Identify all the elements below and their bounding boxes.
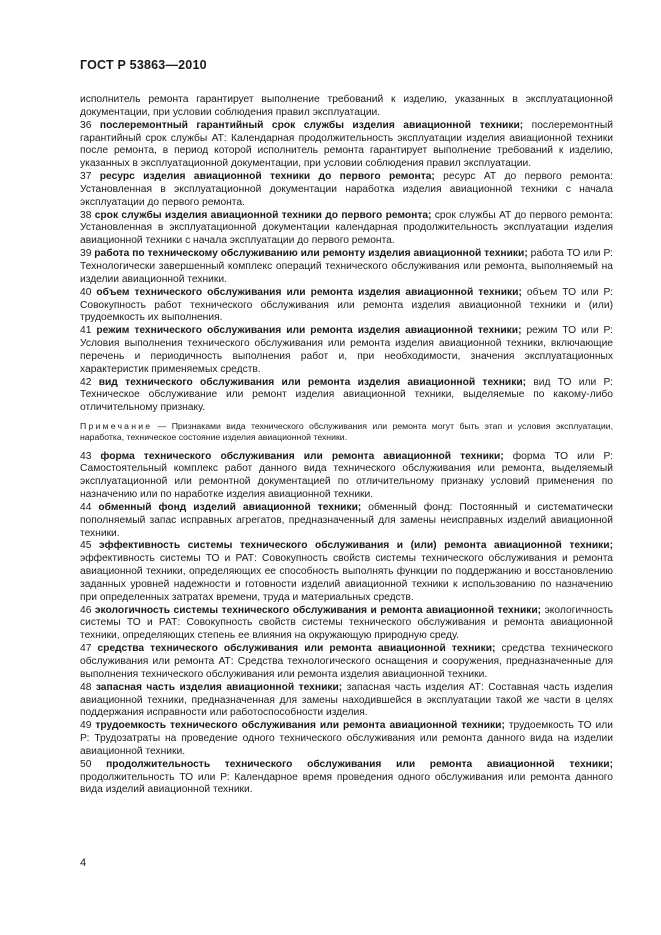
term-definition: вид ТО или Р: Техническое обслуживание или ремонт изделия авиационной техники, выделяемые по какому-либо отличительному признаку.: [80, 376, 613, 414]
term-number: 45: [80, 540, 92, 552]
term-number: 37: [80, 171, 92, 183]
page-number: 4: [80, 857, 87, 869]
term-title: форма технического обслуживания или ремонта авиационной техники;: [100, 450, 504, 462]
term-list: [80, 120, 613, 415]
note-paragraph: [80, 421, 613, 443]
term-definition: срок службы АТ до первого ремонта: Установленная в эксплуатационной документации календарная продолжительность эксплуатации изделия авиационной техники с начала эксплуатации до первого ремонта.: [80, 209, 613, 247]
term-entry: [80, 451, 613, 502]
term-title: послеремонтный гарантийный срок службы изделия авиационной техники;: [99, 119, 524, 131]
term-definition: трудоемкость ТО или Р: Трудозатраты на проведение одного технического обслуживания или ремонта данного вида на изделии авиационной техники.: [80, 720, 613, 757]
term-title: работа по техническому обслуживанию или ремонту изделия авиационной техники;: [94, 248, 528, 260]
term-entry: [80, 120, 613, 171]
term-entry: [80, 248, 613, 287]
term-entry: [80, 759, 613, 798]
document-body: [80, 94, 613, 797]
term-entry: [80, 502, 613, 541]
term-number: 41: [80, 325, 92, 337]
document-header: ГОСТ Р 53863—2010: [80, 58, 207, 72]
term-number: 42: [80, 376, 92, 388]
term-definition: режим ТО или Р: Условия выполнения технического обслуживания или ремонта изделия авиационной техники, включающие перечень и периодичность выполнения работ и, при необходимости, значения эксплуатационных характеристик применяемых средств.: [80, 325, 613, 375]
term-title: вид технического обслуживания или ремонта изделия авиационной техники;: [98, 376, 527, 388]
term-number: 38: [80, 209, 92, 221]
term-entry: [80, 643, 613, 682]
term-entry: [80, 605, 613, 644]
term-number: 46: [80, 604, 92, 616]
term-definition: работа ТО или Р: Технологически завершенный комплекс операций технического обслуживания или ремонта, выполняемый на изделии авиационной техники.: [80, 248, 613, 285]
term-number: 44: [80, 501, 92, 513]
term-entry: [80, 210, 613, 249]
intro-paragraph: исполнитель ремонта гарантирует выполнение требований к изделию, указанных в эксплуатационной документации, при условии соблюдения правил эксплуатации.: [80, 94, 613, 118]
term-entry: [80, 540, 613, 604]
term-entry: [80, 171, 613, 210]
term-number: 47: [80, 643, 92, 655]
term-title: ресурс изделия авиационной техники до первого ремонта;: [99, 171, 435, 183]
term-definition: форма ТО или Р: Самостоятельный комплекс работ данного вида технического обслуживания или ремонта, выделяемый эксплуатационной или ремонтной документацией по отличительному признаку условий применения по назначению или по наработке изделия авиационной техники.: [80, 450, 613, 501]
term-number: 40: [80, 286, 92, 298]
term-title: режим технического обслуживания или ремонта изделия авиационной техники;: [96, 325, 522, 337]
term-entry: [80, 325, 613, 376]
term-title: объем технического обслуживания или ремонта изделия авиационной техники;: [96, 286, 522, 298]
term-definition: экологичность системы ТО и РАТ: Совокупность свойств системы технического обслуживания и ремонта авиационной техники, определяющих степень ее влияния на окружающую природную среду.: [80, 604, 613, 642]
term-definition: запасная часть изделия АТ: Составная часть изделия авиационной техники, предназначенная для замены находившейся в эксплуатации такой же части в целях поддержания исправности или работоспособности изделия.: [80, 681, 613, 719]
term-definition: продолжительность ТО или Р: Календарное время проведения одного обслуживания или ремонта данного вида изделий авиационной техники.: [80, 771, 613, 796]
term-entry: [80, 287, 613, 326]
term-title: средства технического обслуживания или ремонта авиационной техники;: [97, 643, 496, 655]
term-list: [80, 451, 613, 798]
term-number: 50: [80, 758, 92, 770]
note-dash: —: [152, 421, 172, 432]
term-number: 39: [80, 248, 92, 260]
term-definition: обменный фонд: Постоянный и систематически пополняемый запас исправных агрегатов, предназначенный для замены неисправных изделий авиационной техники.: [80, 501, 614, 539]
term-number: 48: [80, 681, 92, 693]
term-number: 49: [80, 720, 92, 732]
term-title: эффективность системы технического обслуживания и (или) ремонта авиационной техники;: [98, 540, 613, 552]
term-definition: эффективность системы ТО и РАТ: Совокупность свойств системы технического обслуживания и ремонта авиационной техники, определяющих ее способность выполнять функции по поддержанию и восстановлению заданных уровней надежности и готовности изделий авиационной техники к использованию по назначению при определенных затратах времени, труда и материальных средств.: [80, 553, 613, 603]
term-definition: послеремонтный гарантийный срок службы АТ: Календарная продолжительность эксплуатации изделия авиационной техники после ремонта, в период которой исполнитель ремонта гарантирует выполнение требований к изделию, указанных в эксплуатационной документации, при условии соблюдения правил эксплуатации.: [80, 119, 613, 170]
term-title: экологичность системы технического обслуживания и ремонта авиационной техники;: [94, 604, 542, 616]
term-entry: [80, 720, 613, 759]
term-definition: средства технического обслуживания или ремонта АТ: Средства технологического оснащения и сооружения, предназначенные для выполнения технического обслуживания или ремонта изделия авиационной техники.: [80, 643, 613, 680]
note-text: Признаками вида технического обслуживания или ремонта могут быть этап и условия эксплуатации, наработка, техническое состояние изделия авиационной техники.: [80, 421, 613, 443]
term-number: 36: [80, 119, 92, 131]
term-title: трудоемкость технического обслуживания или ремонта авиационной техники;: [95, 720, 505, 732]
term-title: обменный фонд изделий авиационной техники;: [98, 501, 362, 513]
note-label: Примечание: [80, 421, 153, 432]
term-definition: ресурс АТ до первого ремонта: Установленная в эксплуатационной документации наработка изделия авиационной техники с начала эксплуатации до первого ремонта.: [80, 171, 613, 208]
term-title: продолжительность технического обслуживания или ремонта авиационной техники;: [106, 758, 613, 770]
term-entry: [80, 377, 613, 416]
term-entry: [80, 682, 613, 721]
term-title: запасная часть изделия авиационной техники;: [95, 681, 343, 693]
term-number: 43: [80, 450, 92, 462]
term-definition: объем ТО или Р: Совокупность работ технического обслуживания или ремонта изделия авиационной техники и (или) трудоемкость их выполнения.: [80, 286, 613, 324]
term-title: срок службы изделия авиационной техники до первого ремонта;: [94, 209, 432, 221]
